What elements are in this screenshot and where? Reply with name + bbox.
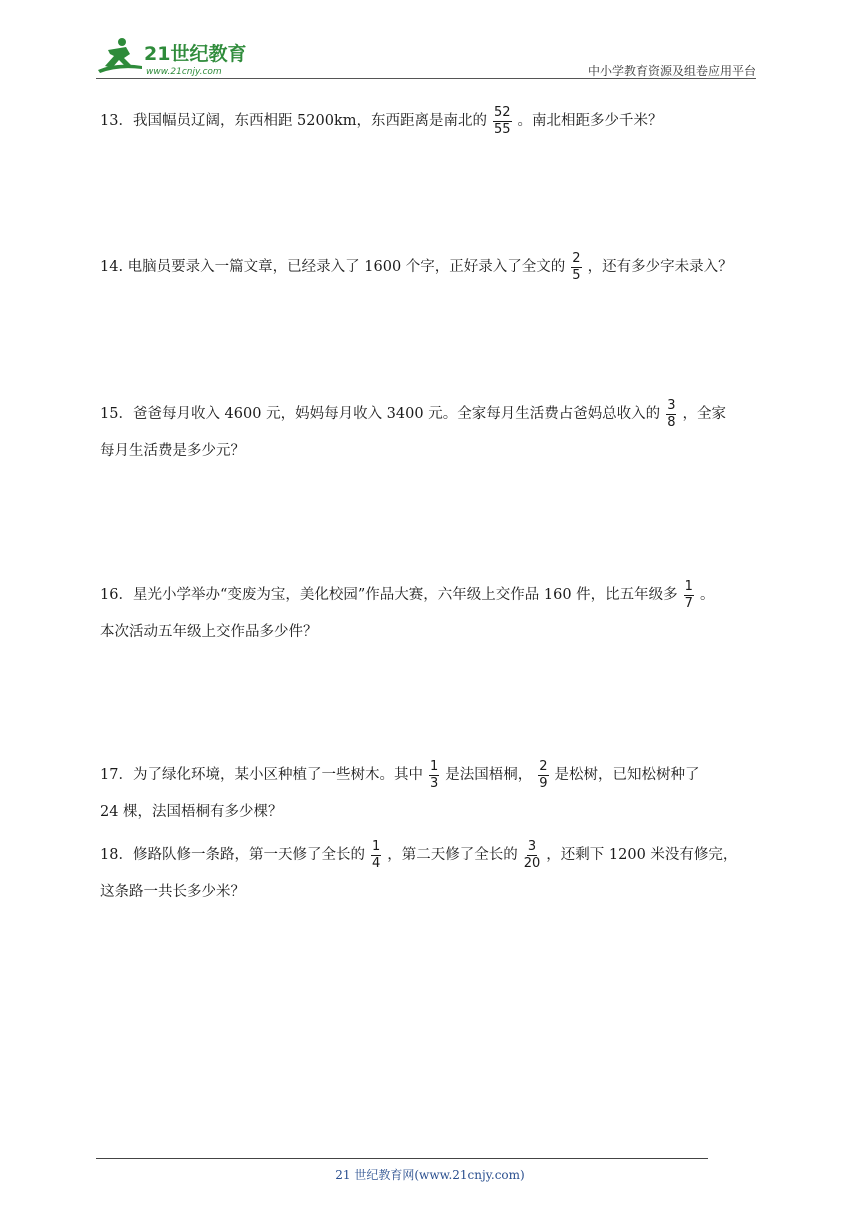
question-text: 14. 电脑员要录入一篇文章，已经录入了 1600 个字，正好录入了全文的 — [100, 259, 566, 276]
fraction-numerator: 1 — [684, 579, 693, 594]
fraction — [429, 760, 439, 790]
question-line — [100, 580, 714, 610]
question-line — [100, 399, 726, 429]
question-line — [100, 444, 245, 459]
site-logo — [96, 36, 256, 78]
fraction — [538, 760, 548, 790]
fraction — [666, 399, 676, 429]
footer-divider — [96, 1158, 708, 1159]
fraction-numerator: 2 — [539, 759, 548, 774]
question-text: 15．爸爸每月收入 4600 元，妈妈每月收入 3400 元。全家每月生活费占爸妈总收入的 — [100, 406, 661, 423]
question-text: 这条路一共长多少米？ — [100, 884, 245, 900]
question-text: 13．我国幅员辽阔，东西相距 5200km，东西距离是南北的 — [100, 113, 487, 130]
fraction-denominator: 4 — [371, 855, 381, 871]
platform-text: 中小学教育资源及组卷应用平台 — [587, 64, 756, 78]
question-line — [100, 252, 733, 282]
question-line — [100, 885, 245, 900]
fraction-numerator: 2 — [572, 251, 581, 266]
fraction-denominator: 20 — [523, 855, 541, 871]
question-text: 每月生活费是多少元？ — [100, 443, 245, 459]
question-text: 。 — [699, 587, 715, 604]
fraction-numerator: 1 — [429, 759, 439, 774]
question-line — [100, 106, 663, 136]
fraction-denominator: 55 — [494, 121, 511, 137]
runner-icon — [98, 38, 142, 73]
question-text: ，还剩下 1200 米没有修完， — [546, 847, 738, 864]
fraction-denominator: 5 — [572, 267, 581, 283]
footer-link[interactable]: 21 世纪教育网(www.21cnjy.com) — [335, 1168, 525, 1182]
question-text: 。南北相距多少千米？ — [517, 113, 663, 130]
fraction-numerator: 3 — [667, 398, 676, 413]
question-line — [100, 625, 318, 640]
header-divider — [96, 78, 756, 79]
fraction-denominator: 8 — [667, 414, 676, 430]
logo-url: www.21cnjy.com — [146, 67, 222, 77]
question-text: 17．为了绿化环境，某小区种植了一些树木。其中 — [100, 767, 423, 784]
fraction-denominator: 7 — [684, 595, 693, 611]
question-text: 18．修路队修一条路，第一天修了全长的 — [100, 847, 365, 864]
question-text: 是松树，已知松树种了 — [554, 767, 700, 784]
question-text: 本次活动五年级上交作品多少件？ — [100, 624, 318, 640]
fraction-numerator: 1 — [371, 839, 381, 854]
fraction — [371, 840, 381, 870]
question-line — [100, 840, 737, 870]
question-text: ，第二天修了全长的 — [387, 847, 518, 864]
fraction-denominator: 9 — [539, 775, 548, 791]
logo-text: 21世纪教育 — [144, 43, 247, 65]
question-text: ，全家 — [682, 406, 726, 423]
fraction-numerator: 3 — [527, 839, 537, 854]
question-text: 16．星光小学举办“变废为宝，美化校园”作品大赛，六年级上交作品 160 件，比五年级多 — [100, 587, 678, 604]
fraction — [524, 840, 541, 870]
fraction-numerator: 52 — [494, 105, 511, 120]
fraction — [571, 252, 581, 282]
question-line — [100, 805, 283, 820]
question-text: 24 棵，法国梧桐有多少棵？ — [100, 804, 283, 820]
fraction — [684, 580, 694, 610]
question-text: ，还有多少字未录入？ — [587, 259, 733, 276]
fraction — [493, 106, 512, 136]
fraction-denominator: 3 — [429, 775, 439, 791]
question-text: 是法国梧桐， — [445, 767, 533, 784]
question-line — [100, 760, 700, 790]
